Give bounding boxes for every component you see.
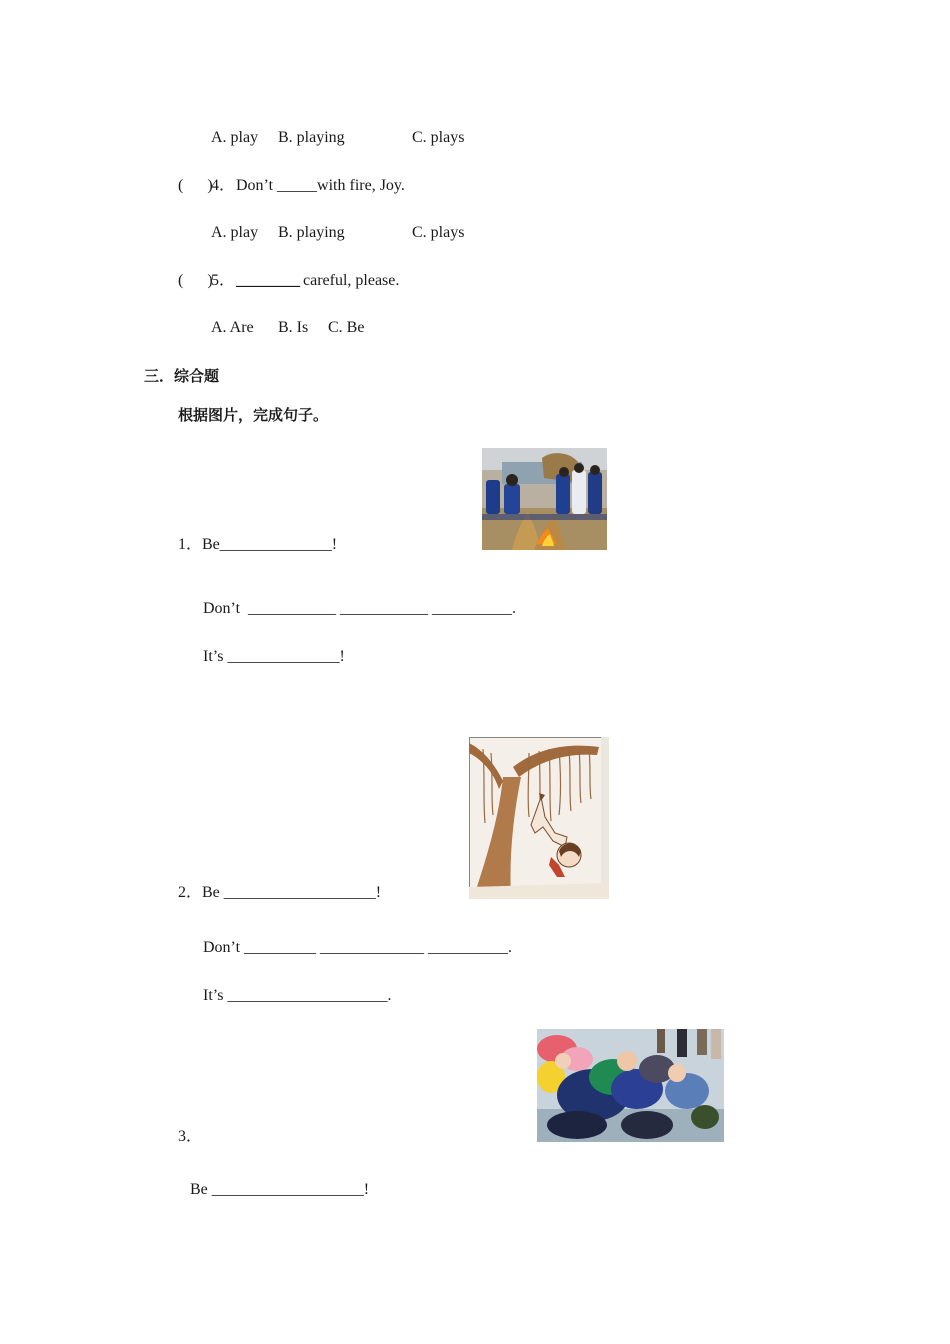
q4-option-a: A. play <box>211 224 259 241</box>
item2-be-sentence: 2．Be ___________________! <box>178 884 382 901</box>
q5-number: 5． <box>211 272 236 289</box>
q5-answer-paren: ( ) <box>178 272 213 289</box>
q4-answer-paren: ( ) <box>178 177 213 194</box>
q5-option-c: C. Be <box>328 319 365 336</box>
item2-its-sentence: It’s ____________________. <box>203 987 392 1004</box>
q3-option-a: A. play <box>211 129 259 146</box>
children-pile-photo <box>537 1029 724 1142</box>
item2-dont-sentence: Don’t _________ _____________ __________. <box>203 939 513 956</box>
q5-blank: ________ <box>236 272 300 289</box>
item1-its-sentence: It’s ______________! <box>203 648 345 665</box>
item3-number: 3． <box>178 1128 203 1145</box>
item3-be-sentence: Be ___________________! <box>190 1181 370 1198</box>
q3-option-b: B. playing <box>278 129 345 146</box>
section-instruction: 根据图片，完成句子。 <box>178 406 329 424</box>
section-title: 三．综合题 <box>144 367 220 385</box>
item1-be-sentence: 1．Be______________! <box>178 536 338 553</box>
q3-option-c: C. plays <box>412 129 465 146</box>
q4-stem: Don’t _____with fire, Joy. <box>236 177 405 194</box>
q5-option-a: A. Are <box>211 319 254 336</box>
tree-drawing <box>469 737 609 899</box>
q4-option-c: C. plays <box>412 224 465 241</box>
fire-photo <box>482 448 607 550</box>
q5-option-b: B. Is <box>278 319 309 336</box>
item1-dont-sentence: Don’t ___________ ___________ __________. <box>203 600 517 617</box>
q5-stem: careful, please. <box>303 272 400 289</box>
q4-option-b: B. playing <box>278 224 345 241</box>
q4-number: 4． <box>211 177 236 194</box>
